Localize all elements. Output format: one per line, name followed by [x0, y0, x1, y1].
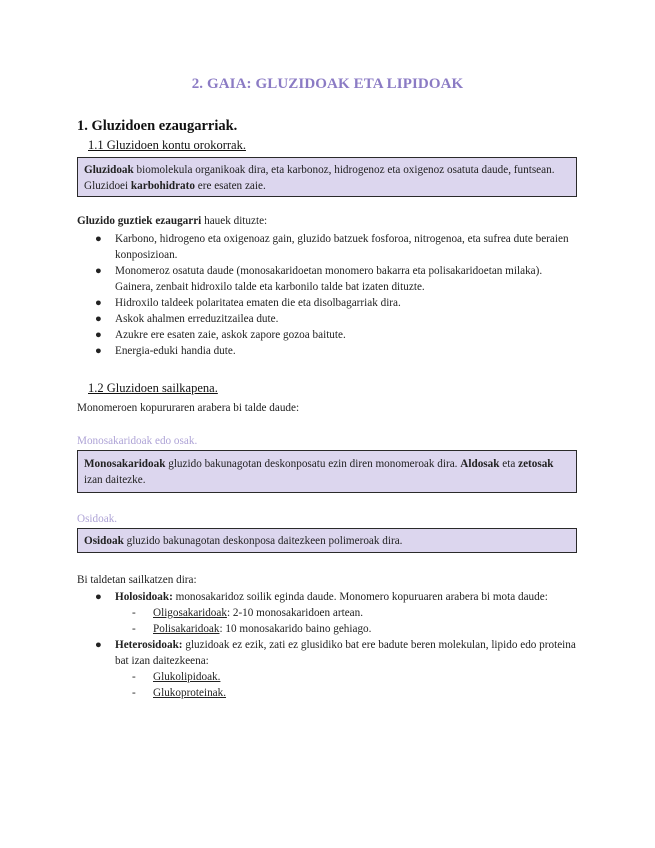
term-glukolipidoak: Glukolipidoak.: [153, 671, 221, 683]
list-item: [77, 263, 577, 295]
list-item: [77, 343, 577, 359]
list-item: [115, 685, 577, 701]
term-gluzidoak: Gluzidoak: [84, 164, 134, 176]
bullet-icon: ●: [95, 265, 102, 277]
list-item: [77, 311, 577, 327]
label-osidoak: Osidoak.: [77, 513, 118, 525]
bullet-icon: ●: [95, 233, 102, 245]
list-item-text: : 2-10 monosakaridoen artean.: [226, 607, 364, 619]
bullet-icon: ●: [95, 329, 102, 341]
properties-intro-rest: hauek dituzte:: [201, 215, 268, 227]
term-monosakaridoak: Monosakaridoak: [84, 458, 166, 470]
definition-text: gluzido bakunagotan deskonposatu ezin diren monomeroak dira.: [165, 458, 461, 470]
holosidoak-sublist: [115, 605, 577, 637]
definition-text: eta: [499, 458, 519, 470]
list-item-text: : 10 monosakarido baino gehiago.: [219, 623, 372, 635]
term-karbohidrato: karbohidrato: [130, 180, 195, 192]
list-item: [115, 621, 577, 637]
holosidoak-text: monosakaridoz soilik eginda daude. Monomero kopuruaren arabera bi mota daude:: [172, 591, 548, 603]
list-item-heterosidoak: [77, 637, 577, 701]
groups-intro: Bi taldetan sailkatzen dira:: [77, 574, 197, 586]
list-item-text: Askok ahalmen erreduzitzailea dute.: [115, 313, 279, 325]
classification-intro: Monomeroen kopururaren arabera bi talde daude:: [77, 402, 300, 414]
term-oligosakaridoak: Oligosakaridoak: [153, 607, 227, 619]
bullet-icon: ●: [95, 313, 102, 325]
bullet-icon: ●: [95, 591, 102, 603]
term-glukoproteinak: Glukoproteinak.: [153, 687, 227, 699]
list-item: [77, 231, 577, 263]
definition-box-monosakaridoak: [77, 450, 577, 493]
term-holosidoak: Holosidoak:: [115, 591, 173, 603]
list-item-text: Energia-eduki handia dute.: [115, 345, 236, 357]
term-zetosak: zetosak: [518, 458, 554, 470]
bullet-icon: ●: [95, 297, 102, 309]
term-polisakaridoak: Polisakaridoak: [153, 623, 220, 635]
term-heterosidoak: Heterosidoak:: [115, 639, 183, 651]
list-item-text: Azukre ere esaten zaie, askok zapore gozoa baitute.: [115, 329, 346, 341]
list-item-holosidoak: [77, 589, 577, 637]
heterosidoak-sublist: [115, 669, 577, 701]
definition-text-end: izan daitezke.: [84, 474, 146, 486]
label-monosakaridoak: Monosakaridoak edo osak.: [77, 435, 198, 447]
groups-list: [77, 589, 577, 701]
properties-list: [77, 231, 577, 359]
dash-icon: -: [132, 687, 136, 699]
list-item: [115, 605, 577, 621]
dash-icon: -: [132, 607, 136, 619]
list-item: [115, 669, 577, 685]
bullet-icon: ●: [95, 345, 102, 357]
dash-icon: -: [132, 671, 136, 683]
list-item-text: Monomeroz osatuta daude (monosakaridoetan monomero bakarra eta polisakaridoetan milaka). Gainera, zenbait hidroxilo talde eta karbonilo talde bat izaten dituzte.: [115, 265, 543, 293]
definition-text-end: ere esaten zaie.: [194, 180, 266, 192]
definition-box-osidoak: [77, 528, 577, 553]
list-item: [77, 327, 577, 343]
definition-text: biomolekula organikoak dira, eta karbonoz, hidrogenoz eta oxigenoz osatuta daude, funtsean. Gluzidoei: [84, 164, 555, 192]
heterosidoak-text: gluzidoak ez ezik, zati ez glusidiko bat ere badute beren molekulan, lipido edo proteina bat izan daitezkeena:: [115, 639, 576, 667]
definition-text: gluzido bakunagotan deskonposa daitezkeen polimeroak dira.: [123, 535, 403, 547]
properties-intro-bold: Gluzido guztiek ezaugarri: [77, 215, 202, 227]
section-heading-gluzidoen-ezaugarriak: 1. Gluzidoen ezaugarriak.: [77, 118, 238, 134]
list-item-text: Karbono, hidrogeno eta oxigenoaz gain, gluzido batzuek fosforoa, nitrogenoa, eta sufrea dute beraien konposizioan.: [115, 233, 569, 261]
subheading-kontu-orokorrak: 1.1 Gluzidoen kontu orokorrak.: [88, 138, 246, 152]
list-item: [77, 295, 577, 311]
definition-box-gluzidoak: [77, 157, 577, 197]
document-title: 2. GAIA: GLUZIDOAK ETA LIPIDOAK: [191, 76, 464, 92]
list-item-text: Hidroxilo taldeek polaritatea ematen die eta disolbagarriak dira.: [115, 297, 401, 309]
subheading-sailkapena: 1.2 Gluzidoen sailkapena.: [88, 381, 218, 395]
properties-intro: [77, 213, 267, 229]
term-osidoak: Osidoak: [84, 535, 124, 547]
bullet-icon: ●: [95, 639, 102, 651]
term-aldosak: Aldosak: [460, 458, 500, 470]
dash-icon: -: [132, 623, 136, 635]
